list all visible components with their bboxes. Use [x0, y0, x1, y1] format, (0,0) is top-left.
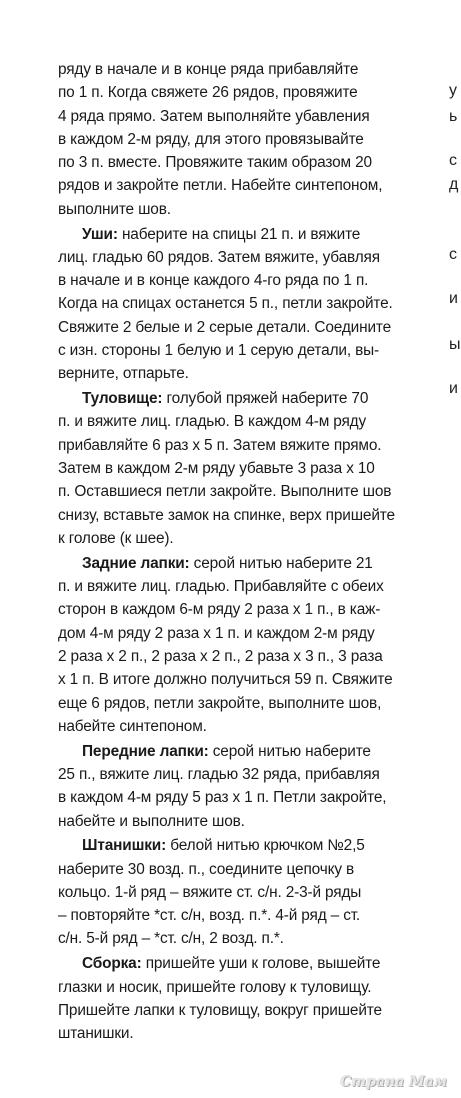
text-line: наберите 30 возд. п., соедините цепочку в: [58, 860, 355, 878]
text-line: в каждом 2-м ряду, для этого провязывайте: [58, 130, 364, 148]
edge-glyph: с: [449, 152, 457, 169]
edge-glyph: с: [449, 246, 457, 263]
text-line: [58, 387, 436, 410]
text-run: белой нитью крючком №2,5: [166, 837, 365, 855]
section-heading-ears: Уши:: [82, 225, 118, 243]
text-run: наберите на спицы 21 п. и вяжите: [117, 225, 361, 243]
text-line: с изн. стороны 1 белую и 1 серую детали, вы-: [58, 342, 380, 360]
text-line: штанишки.: [58, 1025, 134, 1043]
text-line: в каждом 4-м ряду 5 раз х 1 п. Петли закройте,: [58, 789, 387, 807]
text-line: [58, 552, 436, 575]
text-line: в начале и в конце каждого 4-го ряда по 1 п.: [58, 272, 369, 290]
text-run: серой нитью наберите: [208, 742, 371, 760]
text-line: [58, 952, 436, 975]
text-line: снизу, вставьте замок на спинке, верх пришейте: [58, 506, 395, 524]
section-heading-assembly: Сборка:: [82, 955, 142, 973]
paragraph-hind-paws: [58, 552, 436, 738]
site-watermark: [321, 1064, 451, 1094]
text-run: серой нитью наберите 21: [189, 554, 373, 572]
paragraph-front-paws: [58, 740, 436, 833]
article-column: [58, 58, 436, 1047]
text-run: пришейте уши к голове, вышейте: [141, 955, 381, 973]
text-line: 4 ряда прямо. Затем выполняйте убавления: [58, 107, 370, 125]
text-line: к голове (к шее).: [58, 529, 174, 547]
edge-glyph: д: [449, 176, 459, 193]
next-column-edge: [447, 0, 461, 1098]
edge-glyph: и: [449, 380, 458, 397]
text-line: Свяжите 2 белые и 2 серые детали. Соедините: [58, 318, 392, 336]
text-line: по 3 п. вместе. Провяжите таким образом 20: [58, 154, 372, 172]
edge-glyph: ы: [449, 336, 461, 353]
text-line: с/н. 5-й ряд – *ст. с/н, 2 возд. п.*.: [58, 930, 284, 948]
text-line: Когда на спицах останется 5 п., петли закройте.: [58, 295, 393, 313]
edge-glyph: ь: [449, 108, 458, 125]
text-line: Пришейте лапки к туловищу, вокруг пришейте: [58, 1001, 382, 1019]
text-line: выполните шов.: [58, 200, 171, 218]
text-line: по 1 п. Когда свяжете 26 рядов, провяжите: [58, 84, 358, 102]
section-heading-pants: Штанишки:: [82, 837, 167, 855]
section-heading-hind-paws: Задние лапки:: [82, 554, 190, 572]
text-line: набейте синтепоном.: [58, 717, 207, 735]
text-line: [58, 223, 436, 246]
paragraph-ears: [58, 223, 436, 386]
text-line: верните, отпарьте.: [58, 365, 189, 383]
text-line: рядов и закройте петли. Набейте синтепоном,: [58, 177, 383, 195]
text-line: п. Оставшиеся петли закройте. Выполните шов: [58, 483, 392, 501]
text-line: прибавляйте 6 раз х 5 п. Затем вяжите прямо.: [58, 436, 382, 454]
paragraph-assembly: [58, 952, 436, 1045]
text-line: глазки и носик, пришейте голову к туловищу.: [58, 978, 372, 996]
text-line: еще 6 рядов, петли закройте, выполните шов,: [58, 694, 382, 712]
text-line: сторон в каждом 6-м ряду 2 раза х 1 п., в каж-: [58, 601, 381, 619]
text-run: голубой пряжей наберите 70: [162, 390, 369, 408]
text-line: п. и вяжите лиц. гладью. В каждом 4-м ряду: [58, 413, 367, 431]
text-line: – повторяйте *ст. с/н, возд. п.*. 4-й ряд – ст.: [58, 907, 361, 925]
text-line: кольцо. 1-й ряд – вяжите ст. с/н. 2-3-й ряды: [58, 883, 362, 901]
paragraph-body: [58, 387, 436, 550]
text-line: 25 п., вяжите лиц. гладью 32 ряда, прибавляя: [58, 765, 380, 783]
paragraph-pants: [58, 834, 436, 950]
section-heading-body: Туловище:: [82, 390, 163, 408]
text-line: набейте и выполните шов.: [58, 812, 245, 830]
text-line: п. и вяжите лиц. гладью. Прибавляйте с обеих: [58, 578, 384, 596]
text-line: Затем в каждом 2-м ряду убавьте 3 раза х 10: [58, 460, 375, 478]
text-line: дом 4-м ряду 2 раза х 1 п. и каждом 2-м ряду: [58, 624, 375, 642]
text-line: ряду в начале и в конце ряда прибавляйте: [58, 61, 359, 78]
text-line: [58, 740, 436, 763]
section-heading-front-paws: Передние лапки:: [82, 742, 209, 760]
text-line: лиц. гладью 60 рядов. Затем вяжите, убавляя: [58, 248, 380, 266]
watermark-text: Страна Мам: [340, 1074, 447, 1090]
text-line: х 1 п. В итоге должно получиться 59 п. Свяжите: [58, 671, 393, 689]
text-line: [58, 834, 436, 857]
edge-glyph: и: [449, 290, 458, 307]
text-line: 2 раза х 2 п., 2 раза х 2 п., 2 раза х 3 п., 3 раза: [58, 647, 383, 665]
paragraph-intro: [58, 58, 436, 221]
edge-glyph: у: [449, 82, 457, 99]
